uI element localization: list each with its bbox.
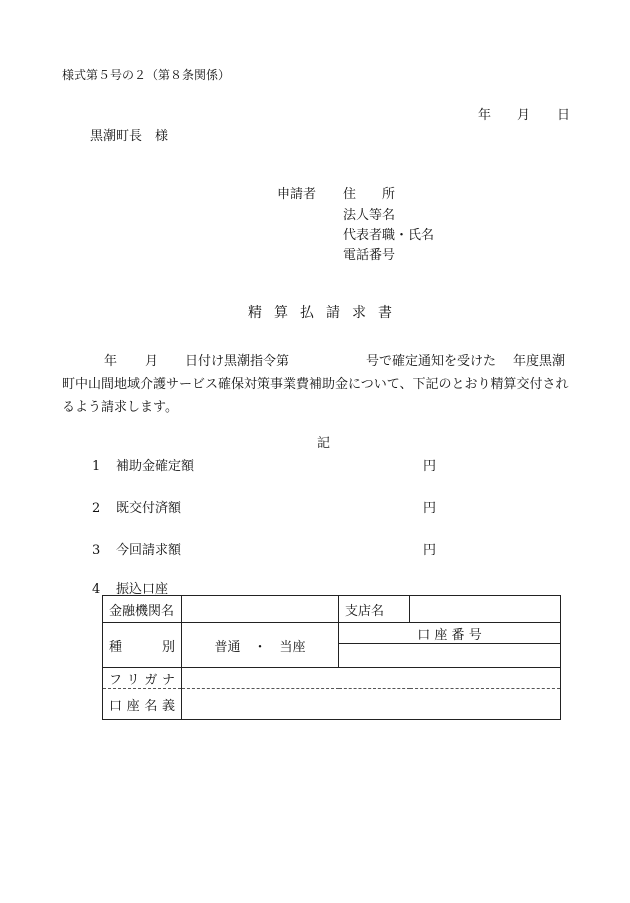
furigana-char: ガ [144, 672, 158, 688]
date-month-label: 月 [517, 108, 531, 123]
account-type-char: 種 [109, 639, 123, 655]
institution-label: 金融機関名 [103, 596, 182, 623]
item-number: 4 [92, 582, 101, 597]
account-name-char: 座 [126, 698, 140, 714]
body-year: 年 [104, 354, 118, 369]
furigana-field[interactable] [182, 668, 561, 689]
date-day-label: 日 [557, 108, 571, 123]
item-label: 振込口座 [116, 582, 169, 597]
title-char: 精 [248, 305, 262, 321]
item-confirmed-amount [92, 455, 194, 474]
account-name-char: 義 [161, 698, 175, 714]
title-char: 書 [378, 305, 392, 321]
account-type-label [103, 623, 182, 668]
item-label: 今回請求額 [116, 543, 182, 558]
furigana-char: ナ [161, 672, 175, 688]
item-request-amount [92, 539, 181, 558]
account-name-char: 口 [109, 698, 123, 714]
item-number: 1 [92, 459, 101, 474]
title-char: 払 [300, 305, 314, 321]
document-title [248, 302, 404, 322]
title-char: 算 [274, 305, 288, 321]
body-text-c: 年度黒潮 [513, 354, 566, 369]
body-text-b: 号で確定通知を受けた [366, 354, 497, 369]
account-number-label: 口 座 番 号 [339, 623, 561, 644]
applicant-phone-label: 電話番号 [343, 248, 396, 263]
account-name-field[interactable] [182, 689, 561, 720]
account-type-options[interactable]: 普通 ・ 当座 [182, 623, 339, 668]
item-unit: 円 [423, 543, 437, 558]
body-month: 月 [145, 354, 159, 369]
title-char: 請 [326, 305, 340, 321]
institution-field[interactable] [182, 596, 339, 623]
applicant-corp-label: 法人等名 [343, 208, 396, 223]
furigana-char: フ [109, 672, 123, 688]
item-label: 既交付済額 [116, 501, 182, 516]
applicant-rep-label: 代表者職・氏名 [343, 228, 435, 243]
addressee: 黒潮町長 様 [90, 129, 169, 144]
item-number: 2 [92, 501, 101, 516]
body-line-2: 町中山間地域介護サービス確保対策事業費補助金について、下記のとおり精算交付され [62, 377, 569, 392]
applicant-address-label: 住 所 [343, 187, 396, 202]
account-number-field[interactable] [339, 644, 561, 668]
item-number: 3 [92, 543, 101, 558]
item-unit: 円 [423, 459, 437, 474]
item-unit: 円 [423, 501, 437, 516]
form-number: 様式第５号の２（第８条関係） [62, 68, 231, 82]
account-name-char: 名 [144, 698, 158, 714]
body-text-a: 日付け黒潮指令第 [185, 354, 290, 369]
date-year-label: 年 [478, 108, 492, 123]
title-char: 求 [352, 305, 366, 321]
account-name-label [103, 689, 182, 720]
furigana-char: リ [126, 672, 140, 688]
item-label: 補助金確定額 [116, 459, 195, 474]
bank-account-table [102, 595, 561, 720]
branch-field[interactable] [410, 596, 561, 623]
body-line-3: るよう請求します。 [62, 400, 178, 415]
item-paid-amount [92, 497, 181, 516]
branch-label: 支店名 [339, 596, 410, 623]
account-type-char: 別 [161, 639, 175, 655]
furigana-label [103, 668, 182, 689]
ki-heading: 記 [317, 436, 331, 451]
applicant-label: 申請者 [277, 187, 317, 202]
